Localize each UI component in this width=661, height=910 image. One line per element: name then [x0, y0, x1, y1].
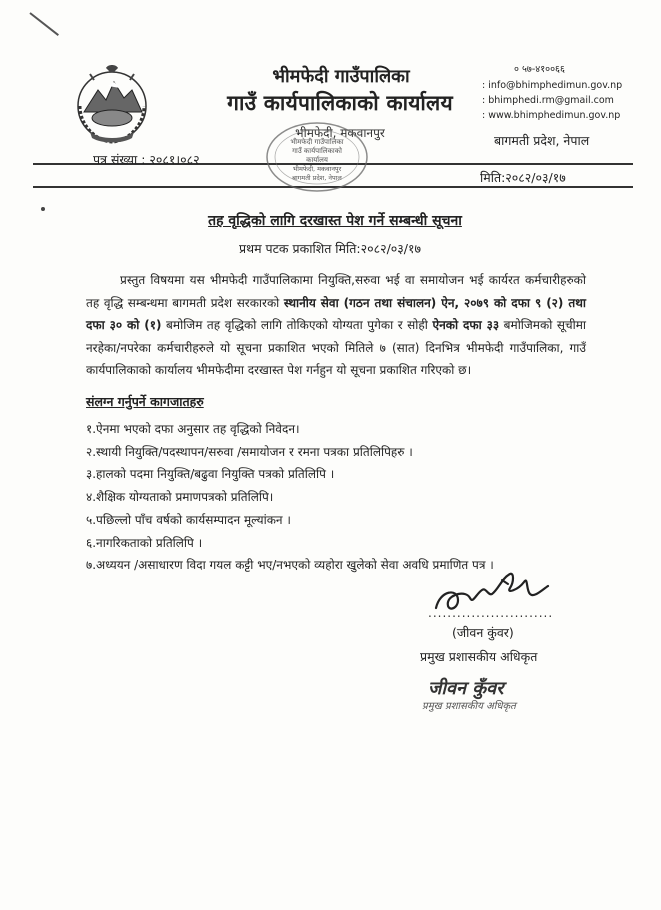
body-text-3: बमोजिमको सूचीमा नरहेका/नपरेका कर्मचारीहरुले यो सूचना प्रकाशित भएको मितिले ७ (सात) दिनभित्र भीमफेदी गाउँपालिका, गाउँ कार्यपालिकाको कार्यालय भीमफेदीमा दरखास्त पेश गर्नहुन यो सूचना प्रकाशित गरिएको छ।: [86, 318, 586, 377]
notice-body: [86, 269, 586, 382]
office-name: भीमफेदी गाउँपालिका: [272, 66, 410, 87]
signature-line: ..........................: [428, 606, 554, 620]
list-item: १.ऐनमा भएको दफा अनुसार तह वृद्धिको निवेदन।: [86, 422, 300, 436]
documents-title: संलग्न गर्नुपर्ने कागजातहरु: [86, 394, 204, 409]
signatory-post: प्रमुख प्रशासकीय अधिकृत: [420, 649, 538, 664]
list-item: ६.नागरिकताको प्रतिलिपि ।: [86, 535, 203, 550]
email-gmail: : bhimphedi.rm@gmail.com: [482, 95, 614, 106]
list-item: २.स्थायी नियुक्ति/पदस्थापन/सरुवा /समायोजन र रमना पत्रका प्रतिलिपिहरु ।: [86, 444, 413, 459]
province-label: बागमती प्रदेश, नेपाल: [494, 133, 590, 148]
office-stamp-icon: [264, 120, 370, 194]
body-text-2: बमोजिम तह वृद्धिको लागि तोकिएको योग्यता पुगेका र सोही: [161, 318, 433, 332]
stamp-line-4: भीमफेदी, मकवानपुर: [292, 165, 342, 173]
email-info: : info@bhimphedimun.gov.np: [482, 80, 623, 91]
phone-number: ० ५७-४१००६६: [514, 64, 565, 75]
signatory-name: (जीवन कुंवर): [452, 625, 514, 640]
stamp-line-3: कार्यालय: [306, 156, 328, 164]
office-location: भीमफेदी, मकवानपुर: [295, 126, 385, 140]
documents-list: [86, 418, 606, 577]
list-item: ५.पछिल्लो पाँच वर्षको कार्यसम्पादन मूल्यांकन ।: [86, 512, 291, 527]
stamp-line-5: बागमती प्रदेश, नेपाल: [292, 174, 342, 182]
office-subtitle: गाउँ कार्यपालिकाको कार्यालय: [227, 91, 453, 115]
list-item: ३.हालको पदमा नियुक्ति/बढुवा नियुक्ति पत्रको प्रतिलिपि ।: [86, 467, 335, 482]
staple-mark: [29, 12, 59, 36]
post-stamp: प्रमुख प्रशासकीय अधिकृत: [422, 701, 516, 712]
body-bold-2: ऐनको दफा ३३: [432, 318, 500, 332]
list-item: ४.शैक्षिक योग्यताको प्रमाणपत्रको प्रतिलिपि।: [86, 490, 274, 505]
stamp-line-1: भीमफेदी गाउँपालिका: [290, 138, 344, 146]
reference-number: पत्र संख्या : २०८१।०८२: [93, 152, 200, 167]
speck-mark: [41, 207, 45, 211]
stamp-line-2: गाउँ कार्यपालिकाको: [292, 147, 342, 155]
body-text-1: प्रस्तुत विषयमा यस भीमफेदी गाउँपालिकामा नियुक्ति,सरुवा भई वा समायोजन भई कार्यरत कर्मचारीहरुको तह वृद्धि सम्बन्धमा बागमती प्रदेश सरकारको: [86, 273, 586, 310]
list-item: ७.अध्ययन /असाधारण विदा गयल कट्टी भए/नभएको व्यहोरा खुलेको सेवा अवधि प्रमाणित पत्र ।: [86, 558, 494, 573]
body-bold-1: स्थानीय सेवा (गठन तथा संचालन) ऐन, २०७९ को दफा ९ (२) तथा दफा ३० को (१): [86, 295, 586, 332]
letter-date: मिति:२०८२/०३/१७: [480, 170, 566, 185]
published-date: प्रथम पटक प्रकाशित मिति:२०८२/०३/१७: [238, 241, 422, 256]
website-link[interactable]: : www.bhimphedimun.gov.np: [482, 110, 621, 121]
nepal-emblem-icon: [70, 62, 154, 146]
notice-heading: तह वृद्धिको लागि दरखास्त पेश गर्ने सम्बन्धी सूचना: [208, 213, 462, 229]
name-stamp: जीवन कुँवर: [428, 678, 504, 699]
